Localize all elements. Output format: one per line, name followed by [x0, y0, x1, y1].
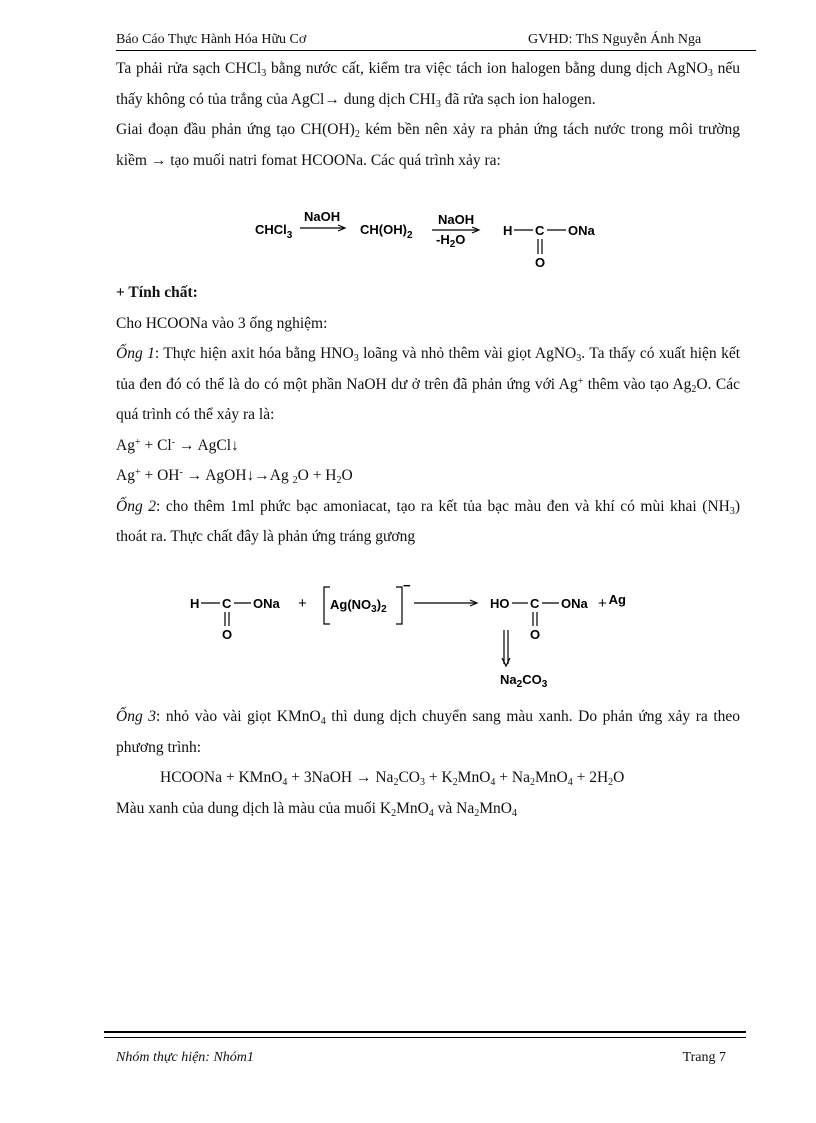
- r1-h: H: [190, 596, 200, 611]
- product-h: H: [503, 223, 513, 238]
- footer-page-number: Trang 7: [682, 1050, 726, 1065]
- p1-o: O: [530, 627, 541, 642]
- paragraph-first-stage: Giai đoạn đầu phản ứng tạo $CH(OH)_2$ kém bền nên xảy ra phản ứng tách nước trong môi trường kiềm → tạo muối natri fomat HCOONa. Các quá trình xảy ra:: [116, 121, 740, 169]
- p1-ona: ONa: [561, 596, 588, 611]
- r1-c: C: [222, 596, 232, 611]
- product-o: O: [535, 255, 546, 270]
- properties-heading: + Tính chất:: [116, 284, 198, 301]
- equation-agoh: Ag+ + OH- → AgOH↓→Ag $_2O + H_2O$: [116, 467, 353, 486]
- intermediate-choh2: $CH(OH)_2$: [360, 222, 413, 241]
- silver-ag: Ag: [608, 592, 626, 607]
- equation-agcl: Ag+ + Cl- → AgCl↓: [116, 436, 239, 454]
- byproduct-na2co3: $Na_2CO_3$: [500, 672, 548, 690]
- complex-bracket-right: [396, 587, 402, 624]
- p1-c: C: [530, 596, 540, 611]
- document-body-continued: [116, 278, 740, 553]
- tube3-paragraph: Ống 3: nhỏ vào vài giọt KMnO$_4$ thì dung dịch chuyển sang màu xanh. Do phản ứng xảy ra theo phương trình:: [116, 708, 741, 756]
- footer-group: Nhóm thực hiện: Nhóm1: [116, 1050, 254, 1065]
- p1-ho: HO: [490, 596, 510, 611]
- equation-kmno4: HCOONa + KMnO$_4$ + 3NaOH → $Na_2CO_3 + K_2MnO_4 + Na_2MnO_4 + 2H_2O$: [160, 769, 625, 788]
- intro-line: Cho HCOONa vào 3 ống nghiệm:: [116, 314, 328, 332]
- plus-2: +: [598, 595, 607, 612]
- complex-charge: −: [403, 584, 411, 593]
- product-ona: ONa: [568, 223, 595, 238]
- arrow1-reagent: NaOH: [304, 209, 341, 224]
- footer-rule-thick: [104, 1031, 746, 1033]
- page-header: [116, 30, 756, 51]
- reactant-chcl3: CHCl$_3$: [255, 222, 293, 241]
- document-body-end: [116, 702, 740, 824]
- document-body: [116, 54, 740, 176]
- paragraph-wash-chcl3: Ta phải rửa sạch CHCl$_3$ bằng nước cất, kiểm tra việc tách ion halogen bằng dung dịch AgNO$_3$ nếu thấy không có tủa trắng của AgCl→ dung dịch $CHI_3$ đã rửa sạch ion halogen.: [116, 60, 740, 110]
- reaction-scheme-formate: [250, 204, 610, 274]
- arrow2-condition: $-H_2O$: [436, 232, 466, 250]
- decomp-arrow-head: [502, 658, 510, 666]
- footer-rule-thin: [104, 1037, 746, 1038]
- tube1-paragraph: Ống 1: Thực hiện axit hóa bằng $HNO_3$ loãng và nhỏ thêm vài giọt AgNO$_3$. Ta thấy có xuất hiện kết tủa đen đó có thể là do có một phần NaOH dư ở trên đã phản ứng với Ag+ thêm vào tạo $Ag_2O$. Các quá trình có thể xảy ra là:: [116, 345, 741, 423]
- reaction-scheme-silver-mirror: [188, 584, 628, 694]
- arrow2-reagent: NaOH: [438, 212, 475, 227]
- final-note: Màu xanh của dung dịch là màu của muối $K_2MnO_4$ và $Na_2MnO_4$: [116, 799, 517, 819]
- r1-ona: ONa: [253, 596, 280, 611]
- product-c: C: [535, 223, 545, 238]
- plus-1: +: [298, 595, 307, 612]
- header-instructor: GVHD: ThS Nguyễn Ánh Nga: [528, 32, 702, 47]
- header-report-title: Báo Cáo Thực Hành Hóa Hữu Cơ: [116, 32, 307, 47]
- r1-o: O: [222, 627, 233, 642]
- tube2-paragraph: Ống 2: cho thêm 1ml phức bạc amoniacat, tạo ra kết tủa bạc màu đen và khí có mùi khai $(NH_3)$ thoát ra. Thực chất đây là phản ứng tráng gương: [116, 497, 740, 545]
- complex-ag-no3-2: $Ag(NO_3)_2$: [330, 597, 387, 615]
